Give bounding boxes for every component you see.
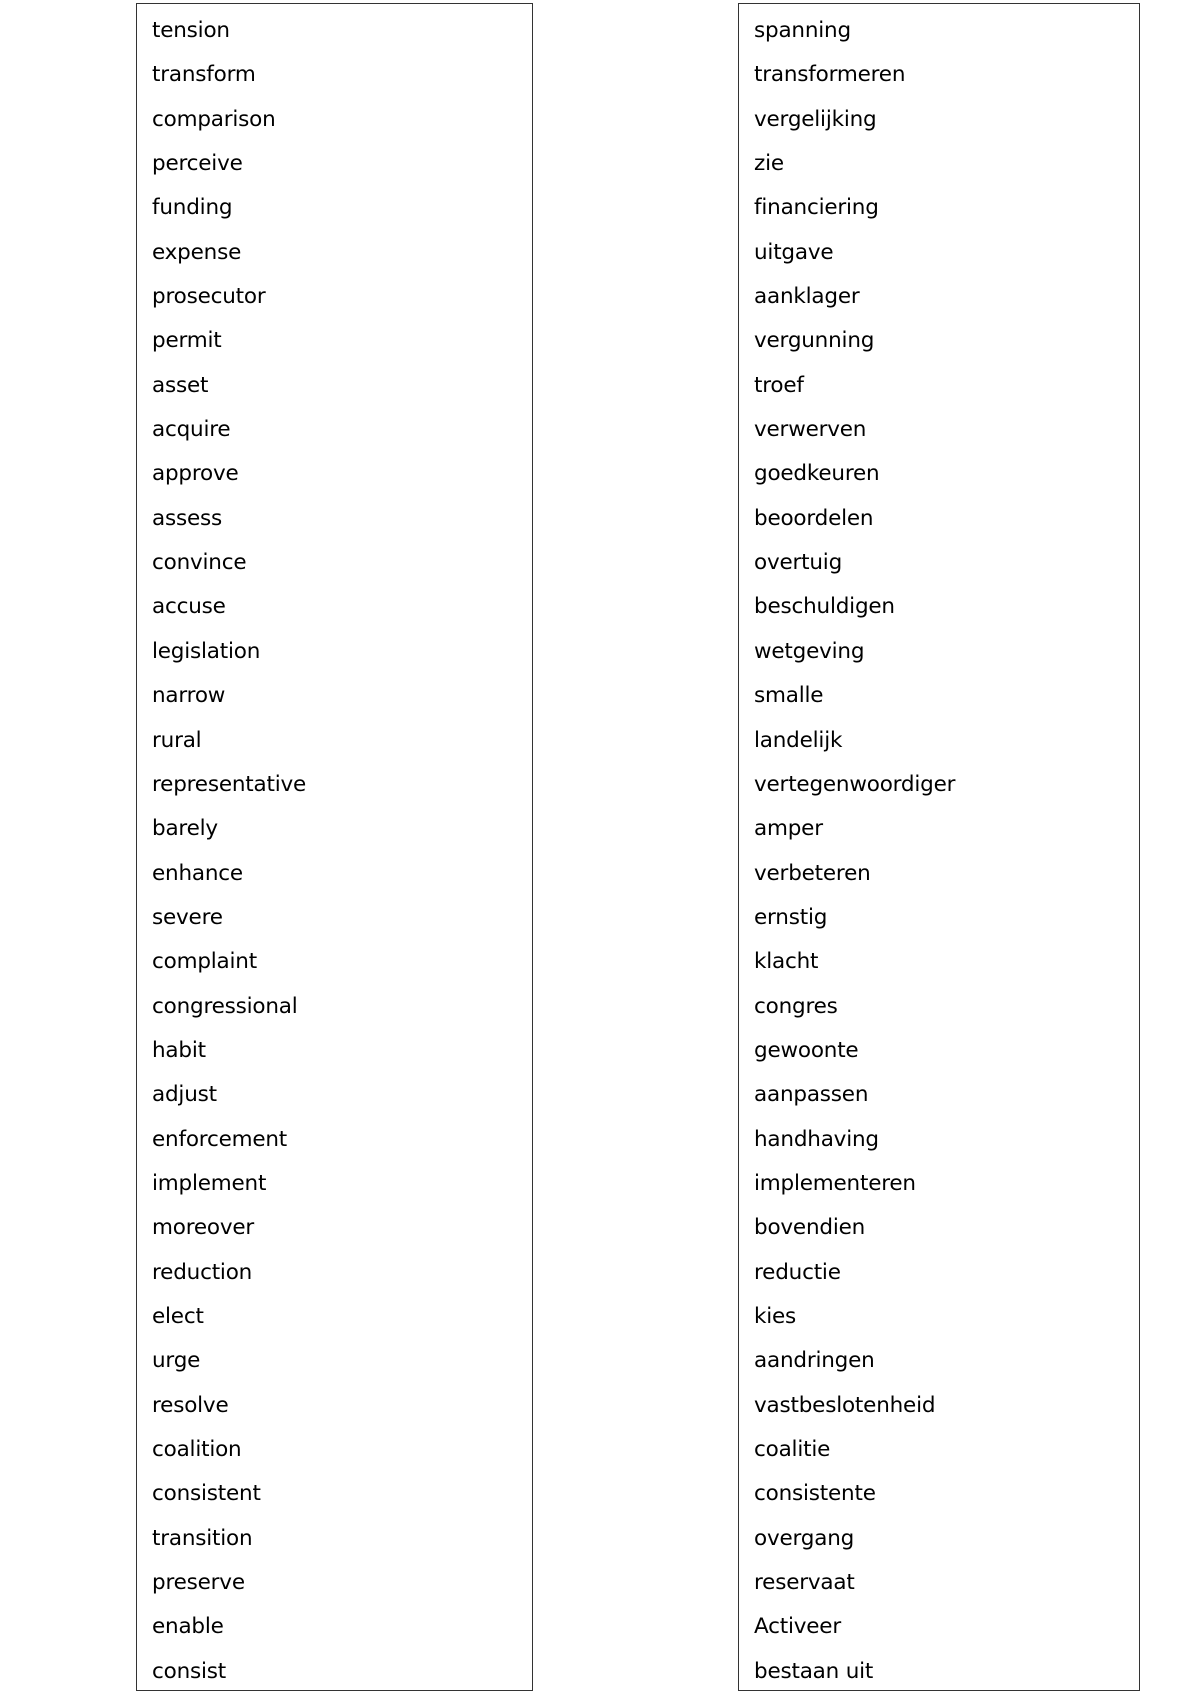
dutch-word: klacht bbox=[754, 949, 819, 975]
dutch-word: beoordelen bbox=[754, 505, 874, 531]
dutch-word: consistente bbox=[754, 1481, 876, 1507]
english-word: urge bbox=[152, 1348, 201, 1374]
dutch-word: vergunning bbox=[754, 328, 875, 354]
dutch-word: handhaving bbox=[754, 1126, 879, 1152]
dutch-word: goedkeuren bbox=[754, 461, 880, 487]
english-word: coalition bbox=[152, 1437, 242, 1462]
dutch-word: aanklager bbox=[754, 284, 860, 310]
dutch-word: smalle bbox=[754, 683, 824, 709]
dutch-word: gewoonte bbox=[754, 1037, 859, 1063]
english-word: barely bbox=[152, 816, 218, 842]
english-word: approve bbox=[152, 461, 239, 487]
dutch-word: aanpassen bbox=[754, 1082, 869, 1108]
dutch-word: vertegenwoordiger bbox=[754, 771, 956, 797]
english-word: habit bbox=[152, 1037, 206, 1063]
english-word: adjust bbox=[152, 1082, 217, 1108]
english-word: moreover bbox=[152, 1215, 255, 1241]
english-word: prosecutor bbox=[152, 284, 266, 310]
english-word: accuse bbox=[152, 594, 226, 620]
dutch-word: vergelijking bbox=[754, 106, 877, 132]
english-word: funding bbox=[152, 195, 233, 221]
english-word: comparison bbox=[152, 106, 276, 132]
dutch-word: overtuig bbox=[754, 550, 843, 576]
english-word: complaint bbox=[152, 949, 257, 975]
english-word: congressional bbox=[152, 993, 298, 1019]
english-word-list bbox=[152, 10, 526, 1695]
english-word: narrow bbox=[152, 683, 226, 709]
dutch-word: uitgave bbox=[754, 239, 834, 265]
english-word: severe bbox=[152, 904, 223, 930]
dutch-word: vastbeslotenheid bbox=[754, 1392, 936, 1418]
dutch-word-list bbox=[754, 10, 1133, 1695]
english-word: elect bbox=[152, 1303, 204, 1329]
dutch-word: transformeren bbox=[754, 62, 906, 88]
dutch-word: spanning bbox=[754, 18, 851, 43]
dutch-word: financiering bbox=[754, 195, 879, 221]
english-word: representative bbox=[152, 771, 307, 797]
dutch-word: implementeren bbox=[754, 1170, 916, 1196]
dutch-word: bestaan uit bbox=[754, 1658, 874, 1684]
dutch-word: reductie bbox=[754, 1259, 841, 1285]
english-word: implement bbox=[152, 1170, 267, 1196]
dutch-word: amper bbox=[754, 816, 823, 842]
english-word: enable bbox=[152, 1614, 224, 1640]
dutch-word: ernstig bbox=[754, 904, 828, 930]
dutch-word: verbeteren bbox=[754, 860, 871, 886]
english-word: transform bbox=[152, 62, 256, 88]
dutch-word: overgang bbox=[754, 1525, 855, 1551]
english-word: enforcement bbox=[152, 1126, 288, 1152]
dutch-word: bovendien bbox=[754, 1215, 866, 1241]
dutch-word: congres bbox=[754, 993, 838, 1019]
english-word: asset bbox=[152, 372, 209, 398]
english-word: tension bbox=[152, 18, 230, 43]
english-word: legislation bbox=[152, 638, 261, 664]
english-word: preserve bbox=[152, 1570, 245, 1596]
dutch-word: Activeer bbox=[754, 1614, 841, 1640]
dutch-word: coalitie bbox=[754, 1437, 831, 1462]
english-word: consistent bbox=[152, 1481, 261, 1507]
english-word-column bbox=[136, 3, 533, 1691]
dutch-word: beschuldigen bbox=[754, 594, 895, 620]
dutch-word: kies bbox=[754, 1303, 797, 1329]
dutch-word: zie bbox=[754, 151, 784, 177]
dutch-word-column bbox=[738, 3, 1140, 1691]
english-word: expense bbox=[152, 239, 242, 265]
dutch-word: landelijk bbox=[754, 727, 843, 753]
english-word: consist bbox=[152, 1658, 227, 1684]
english-word: assess bbox=[152, 505, 223, 531]
dutch-word: wetgeving bbox=[754, 638, 865, 664]
english-word: permit bbox=[152, 328, 222, 354]
english-word: transition bbox=[152, 1525, 253, 1551]
english-word: reduction bbox=[152, 1259, 253, 1285]
english-word: rural bbox=[152, 727, 202, 753]
dutch-word: aandringen bbox=[754, 1348, 875, 1374]
english-word: convince bbox=[152, 550, 247, 576]
english-word: resolve bbox=[152, 1392, 229, 1418]
dutch-word: reservaat bbox=[754, 1570, 855, 1596]
english-word: acquire bbox=[152, 417, 231, 443]
dutch-word: troef bbox=[754, 372, 804, 398]
dutch-word: verwerven bbox=[754, 417, 867, 443]
english-word: enhance bbox=[152, 860, 243, 886]
english-word: perceive bbox=[152, 151, 243, 177]
